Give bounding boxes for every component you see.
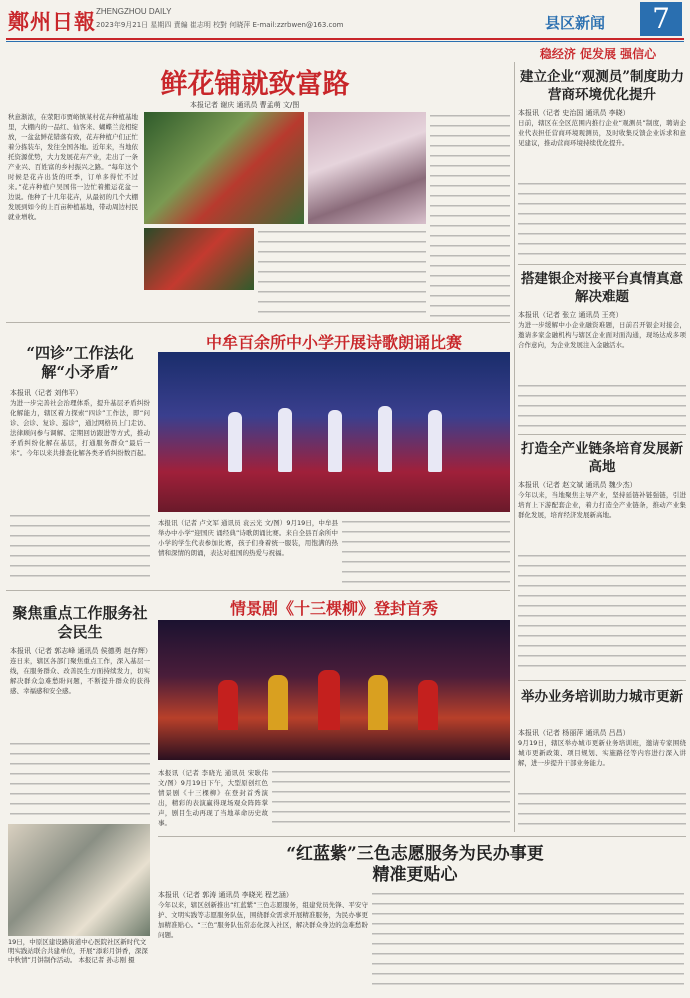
- divider: [518, 434, 686, 435]
- column-banner: 稳经济 促发展 强信心: [539, 47, 657, 61]
- focus-body-continued: [10, 740, 150, 820]
- bank-body-continued: [518, 382, 686, 434]
- industry-headline: 打造全产业链条培育发展新高地: [521, 441, 683, 475]
- training-body-continued: [518, 790, 686, 832]
- poetry-headline: 中牟百余所中小学开展诗歌朗诵比赛: [205, 333, 462, 352]
- volunteer-headline: “红蓝紫”三色志愿服务为民办事更精准更贴心: [286, 844, 544, 885]
- drama-photo: [158, 620, 510, 760]
- drama-body-continued: [272, 768, 510, 830]
- divider: [518, 680, 686, 681]
- volunteer-byline: 本报讯（记者 郭涛 通讯员 李晓光 程艺涵）: [158, 891, 293, 899]
- sizhong-body: 为进一步完善社会治理体系，提升基层矛盾纠纷化解能力，辖区着力探索“四诊”工作法，即“问诊、会诊、复诊、巡诊”，通过网格员上门走访、法律顾问参与调解、定期回访跟进等方式，推动矛盾纠纷化解在基层，打通服务群众“最后一米”。今年以来共排查化解各类矛盾纠纷数百起。: [10, 399, 150, 457]
- focus-byline: 本报讯（记者 郭志峰 通讯员 侯德勇 赵存辉）: [10, 647, 152, 655]
- training-byline: 本报讯（记者 杨丽萍 通讯员 吕昌）: [518, 729, 630, 737]
- training-headline: 举办业务培训助力城市更新: [521, 689, 683, 705]
- drama-caption: 本报讯（记者 李晓光 通讯员 宋耿伟 文/图）9月19日下午，大型原创红色情景剧《十三棵柳》在登封首秀演出，精彩的表演赢得现场观众阵阵掌声，剧目生动再现了当地革命历史故事。: [158, 769, 268, 827]
- industry-byline: 本报讯（记者 赵文斌 通讯员 魏少杰）: [518, 481, 637, 489]
- bank-headline: 搭建银企对接平台真情真意解决难题: [521, 271, 683, 305]
- cuqian-body-continued: [518, 180, 686, 260]
- focus-body: 连日来，辖区各部门聚焦重点工作，深入基层一线，在服务群众、改善民生方面持续发力，切实解决群众急难愁盼问题，不断提升群众的获得感、幸福感和安全感。: [10, 657, 150, 695]
- divider: [518, 264, 686, 265]
- mooncake-photo-caption: 19日，中原区建设路街道中心医院社区新时代文明实践站联合共建单位，开展“添彩月饼香，深深中秋情”月饼制作活动。 本报记者 孙志刚 摄: [8, 938, 148, 964]
- divider: [6, 590, 510, 591]
- focus-headline: 聚焦重点工作服务社会民生: [12, 604, 148, 641]
- sizhong-headline: “四诊”工作法化解“小矛盾”: [26, 344, 134, 381]
- sizhong-byline: 本报讯（记者 刘伟平）: [10, 389, 83, 397]
- volunteer-body: 今年以来，辖区创新推出“红蓝紫”三色志愿服务，组建党员先锋、平安守护、文明实践等志愿服务队伍，围绕群众需求开展精准服务，为民办事更加精准贴心。“三色”服务队伍常态化深入社区，解决群众身边的急难愁盼问题。: [158, 901, 368, 939]
- divider: [6, 322, 510, 323]
- bank-body: 为进一步缓解中小企业融资难题，日前召开银企对接会，邀请多家金融机构与辖区企业面对面沟通，现场达成多项合作意向，为企业发展注入金融活水。: [518, 321, 686, 349]
- cuqian-headline: 建立企业“观测员”制度助力营商环境优化提升: [519, 69, 685, 103]
- main-body: 秋意渐浓，在荥阳市贾峪镇某村花卉种植基地里，大棚内的一品红、仙客来、蝴蝶兰竞相绽放，一盆盆鲜花错落有致，花卉种植户们正忙着分拣装车，发往全国各地。近年来，当地依托资源优势，大力发展花卉产业，走出了一条产业兴、百姓富的乡村振兴之路。“每年这个时候是花卉出货的旺季，订单多得忙不过来。”花卉种植户吴国伟一边忙着搬运花盆一边说。他种了十几年花卉，从最初的几个大棚发展到如今的上百亩种植基地，带动周边村民就业增收。: [8, 113, 138, 221]
- main-body-column: [430, 112, 510, 317]
- bank-byline: 本报讯（记者 张立 通讯员 王亮）: [518, 311, 623, 319]
- drama-headline: 情景剧《十三棵柳》登封首秀: [229, 599, 438, 618]
- poetry-body-continued: [342, 518, 510, 586]
- training-body: 9月19日，辖区举办城市更新业务培训班，邀请专家围绕城市更新政策、项目规划、实施路径等内容进行深入讲解，进一步提升干部业务能力。: [518, 739, 686, 767]
- main-photo-1: [144, 112, 304, 224]
- divider: [158, 836, 686, 837]
- issue-meta: 2023年9月21日 星期四 責編 崔志明 校對 何晓萍 E-mail:zzrbwen@163.com: [96, 21, 344, 29]
- volunteer-body-continued: [372, 890, 684, 990]
- poetry-caption: 本报讯（记者 卢文军 通讯员 袁云光 文/图）9月19日，中牟县举办中小学“迎国庆 诵经典”诗歌朗诵比赛。来自全县百余所中小学的学生代表参加比赛，孩子们身着统一服装，用饱满的热情和深情的朗诵，表达对祖国的热爱与祝福。: [158, 519, 338, 557]
- masthead-rule: [6, 38, 684, 40]
- main-headline: 鲜花铺就致富路: [160, 69, 350, 100]
- newspaper-logo: 鄭州日報: [8, 9, 96, 34]
- cuqian-body: 日前，辖区在全区范围内推行企业“观测员”制度，聘请企业代表担任营商环境观测员，及时收集反馈企业诉求和意见建议，推动营商环境持续优化提升。: [518, 119, 686, 147]
- poetry-photo: [158, 352, 510, 512]
- industry-body-continued: [518, 552, 686, 672]
- main-body-continued: [258, 228, 426, 318]
- section-title: 县区新闻: [545, 14, 606, 32]
- industry-body: 今年以来，当地聚焦主导产业，坚持延链补链强链，引进培育上下游配套企业，着力打造全产业链条，推动产业集群化发展，培育经济发展新高地。: [518, 491, 686, 519]
- page-number: 7: [640, 2, 682, 36]
- mooncake-photo: [8, 824, 150, 936]
- main-byline: 本报记者 谢庆 通讯员 曹孟萌 文/图: [190, 101, 300, 109]
- column-divider: [514, 62, 515, 832]
- newspaper-english-name: ZHENGZHOU DAILY: [96, 7, 172, 16]
- masthead-rule-thin: [6, 41, 684, 42]
- main-photo-3: [144, 228, 254, 290]
- sizhong-body-continued: [10, 512, 150, 584]
- main-photo-2: [308, 112, 426, 224]
- cuqian-byline: 本报讯（记者 史治国 通讯员 李晓）: [518, 109, 630, 117]
